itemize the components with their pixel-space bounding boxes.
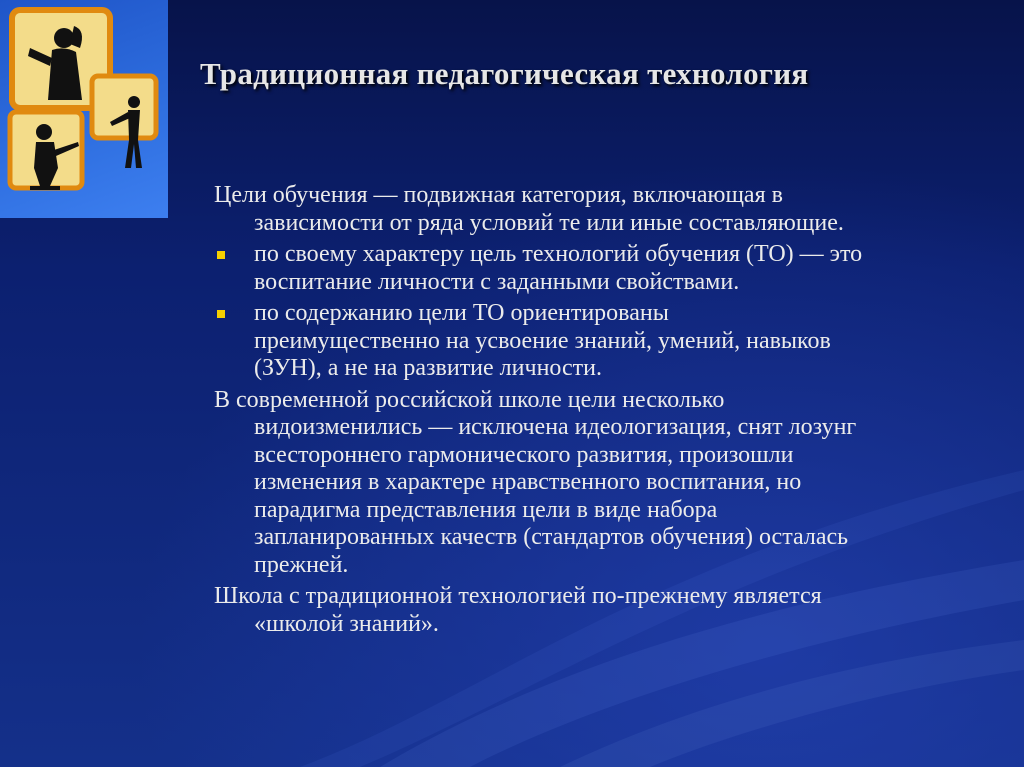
text-line: по своему характеру цель технологий обучения (ТО) — это [254,241,863,267]
text-line: по содержанию цели ТО ориентированы [254,300,669,326]
text-line: (ЗУН), а не на развитие личности. [254,355,602,381]
paragraph-goals-definition [214,182,994,237]
text-line: воспитание личности с заданными свойствами. [254,268,740,295]
paragraph-school-of-knowledge [214,583,994,638]
slide-content [214,182,994,642]
text-line: запланированных качеств (стандартов обучения) осталась [254,524,849,550]
bullet-square-icon [217,310,225,318]
text-line: «школой знаний». [254,610,439,637]
text-line: изменения в характере нравственного воспитания, но [254,469,802,495]
bullet-square-icon [217,251,225,259]
text-line: парадигма представления цели в виде набора [254,496,718,523]
text-line: зависимости от ряда условий те или иные составляющие. [254,209,844,236]
text-line: Цели обучения — подвижная категория, включающая в [214,182,783,208]
text-line: преимущественно на усвоение знаний, умений, навыков [254,327,831,354]
text-line: В современной российской школе цели несколько [214,386,725,413]
text-line: прежней. [254,551,349,578]
teacher-silhouettes-icon [0,0,168,218]
text-line: видоизменились — исключена идеологизация, снят лозунг [254,414,857,440]
bullet-item-content [214,300,994,383]
paragraph-modern-school [214,387,994,580]
slide-title: Традиционная педагогическая технология [200,56,809,91]
corner-illustration [0,0,168,218]
text-line: всестороннего гармонического развития, произошли [254,441,794,468]
bullet-item-character [214,241,994,296]
text-line: Школа с традиционной технологией по-прежнему является [214,583,822,609]
